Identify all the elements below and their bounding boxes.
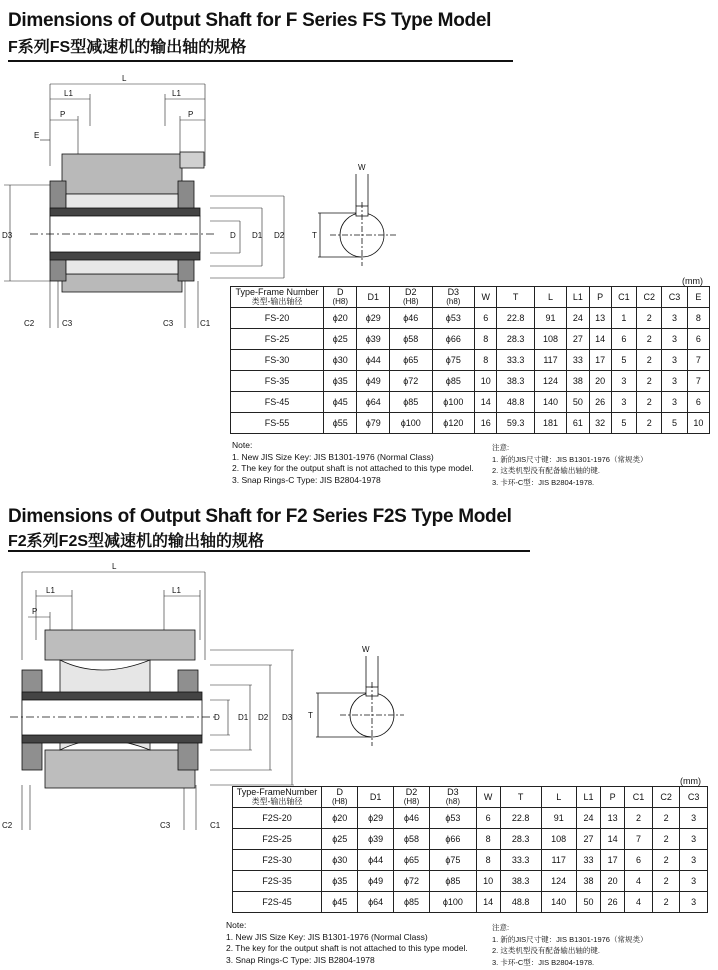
section1-notes-en: [232, 440, 474, 486]
note-line: 1. New JIS Size Key: JIS B1301-1976 (Normal Class): [226, 931, 428, 942]
table-cell: 10: [687, 413, 709, 434]
column-header: T: [497, 287, 534, 308]
table-cell: 22.8: [497, 308, 534, 329]
table-cell: 22.8: [500, 808, 541, 829]
table-cell: 2: [652, 892, 680, 913]
table-cell: 2: [637, 371, 662, 392]
table-cell: 124: [541, 871, 576, 892]
table-cell: 13: [589, 308, 611, 329]
row-model-cell: FS-45: [231, 392, 324, 413]
table-cell: ϕ75: [432, 350, 475, 371]
table-cell: 1: [611, 308, 636, 329]
dim-label-D: D: [230, 231, 236, 240]
dim-label-C1: C1: [200, 319, 211, 328]
table-cell: 3: [662, 350, 687, 371]
table-cell: 2: [652, 808, 680, 829]
note-line: 2. 这类机型没有配备输出轴的键.: [492, 946, 600, 955]
table-cell: 17: [601, 850, 625, 871]
table-cell: 5: [611, 413, 636, 434]
section2-title-rule: [8, 550, 530, 552]
table-cell: ϕ65: [389, 350, 432, 371]
note-line: 1. 新的JIS尺寸键：JIS B1301-1976（常规类）: [492, 934, 648, 944]
table-cell: ϕ85: [389, 392, 432, 413]
table-cell: 8: [475, 350, 497, 371]
table-cell: 38.3: [497, 371, 534, 392]
table-row: [233, 871, 708, 892]
table-cell: 2: [637, 350, 662, 371]
table-cell: ϕ30: [322, 850, 358, 871]
table-cell: ϕ20: [322, 808, 358, 829]
table-cell: 6: [611, 329, 636, 350]
row-model-cell: F2S-30: [233, 850, 322, 871]
note-line: 注意:: [492, 923, 510, 932]
section2-title-en: Dimensions of Output Shaft for F2 Series F2S Type Model: [8, 506, 512, 527]
note-line: 3. Snap Rings-C Type: JIS B2804-1978: [226, 954, 375, 965]
row-model-cell: F2S-20: [233, 808, 322, 829]
column-header: D3 (h8): [432, 287, 475, 308]
table-cell: ϕ49: [358, 871, 393, 892]
note-line: Note:: [226, 920, 247, 930]
table-cell: 2: [637, 413, 662, 434]
note-line: Note:: [232, 440, 253, 450]
table-cell: 91: [534, 308, 566, 329]
dim-label-D1: D1: [252, 231, 263, 240]
table-cell: 124: [534, 371, 566, 392]
table-cell: 8: [476, 829, 500, 850]
column-header: L: [534, 287, 566, 308]
table-cell: ϕ64: [357, 392, 389, 413]
table-cell: 6: [687, 392, 709, 413]
table-row: [233, 808, 708, 829]
table-cell: ϕ58: [389, 329, 432, 350]
table-cell: 8: [476, 850, 500, 871]
table-cell: 20: [601, 871, 625, 892]
dim-label-D: D: [214, 713, 220, 722]
dim-label-C3: C3: [160, 821, 171, 830]
table-cell: 14: [476, 892, 500, 913]
dim-label-P-left: P: [60, 110, 66, 119]
column-header: T: [500, 787, 541, 808]
dim-label-C3-right: C3: [163, 319, 174, 328]
table-cell: ϕ45: [324, 392, 357, 413]
table-cell: 4: [625, 871, 653, 892]
table-cell: 3: [680, 892, 708, 913]
section1-unit: (mm): [682, 276, 703, 286]
table-cell: ϕ39: [358, 829, 393, 850]
table-row: [233, 829, 708, 850]
table-cell: 48.8: [500, 892, 541, 913]
table-cell: ϕ100: [432, 392, 475, 413]
table-cell: 14: [601, 829, 625, 850]
column-header: D2 (H8): [393, 787, 429, 808]
table-cell: 24: [576, 808, 600, 829]
note-line: 2. 这类机型没有配备输出轴的键.: [492, 466, 600, 475]
row-model-cell: F2S-45: [233, 892, 322, 913]
table-cell: 50: [576, 892, 600, 913]
table-cell: ϕ100: [389, 413, 432, 434]
dim-label-C1: C1: [210, 821, 221, 830]
dim-label-D3: D3: [2, 231, 13, 240]
table-cell: 3: [611, 371, 636, 392]
table-cell: 3: [680, 829, 708, 850]
dim-label-D1: D1: [238, 713, 249, 722]
table-cell: 32: [589, 413, 611, 434]
table-row: [231, 371, 710, 392]
table-cell: 10: [475, 371, 497, 392]
table-cell: 140: [534, 392, 566, 413]
table-cell: 3: [680, 808, 708, 829]
column-header: L1: [576, 787, 600, 808]
table-cell: 117: [534, 350, 566, 371]
table-cell: 24: [567, 308, 589, 329]
table-cell: 2: [637, 329, 662, 350]
table-cell: ϕ66: [430, 829, 476, 850]
table-cell: 6: [687, 329, 709, 350]
table-cell: ϕ53: [432, 308, 475, 329]
column-header: Type-Frame Number 类型-输出轴径: [231, 287, 324, 308]
table-cell: ϕ46: [393, 808, 429, 829]
table-cell: ϕ72: [389, 371, 432, 392]
column-header: E: [687, 287, 709, 308]
table-row: [233, 892, 708, 913]
dim-label-L1-right: L1: [172, 89, 181, 98]
table-cell: ϕ20: [324, 308, 357, 329]
table-cell: 3: [611, 392, 636, 413]
table-cell: 8: [475, 329, 497, 350]
table-cell: ϕ79: [357, 413, 389, 434]
column-header: W: [475, 287, 497, 308]
table-cell: 2: [652, 871, 680, 892]
column-header: D1: [357, 287, 389, 308]
column-header: D (H8): [324, 287, 357, 308]
table-cell: 3: [662, 371, 687, 392]
table-cell: 27: [567, 329, 589, 350]
note-line: 注意:: [492, 443, 510, 452]
table-cell: 33.3: [500, 850, 541, 871]
table-cell: 2: [637, 392, 662, 413]
column-header: L: [541, 787, 576, 808]
section1-title-rule: [8, 60, 513, 62]
table-cell: ϕ58: [393, 829, 429, 850]
table-cell: ϕ85: [393, 892, 429, 913]
column-header: C1: [611, 287, 636, 308]
table-header-row: [233, 787, 708, 808]
column-header: P: [601, 787, 625, 808]
table-cell: 33.3: [497, 350, 534, 371]
section2-title-cn: F2系列F2S型减速机的输出轴的规格: [8, 533, 265, 550]
table-cell: 7: [687, 350, 709, 371]
table-cell: 16: [475, 413, 497, 434]
table-cell: 3: [680, 871, 708, 892]
table-cell: 7: [625, 829, 653, 850]
note-line: 3. Snap Rings-C Type: JIS B2804-1978: [232, 474, 381, 485]
table-cell: 38.3: [500, 871, 541, 892]
table-cell: ϕ53: [430, 808, 476, 829]
table-cell: ϕ72: [393, 871, 429, 892]
table-row: [231, 329, 710, 350]
note-line: 2. The key for the output shaft is not attached to this type model.: [226, 943, 468, 953]
section2-unit: (mm): [680, 776, 701, 786]
table-cell: 59.3: [497, 413, 534, 434]
table-cell: 28.3: [500, 829, 541, 850]
section2-spec-table: [232, 786, 708, 913]
column-header: W: [476, 787, 500, 808]
table-cell: 26: [601, 892, 625, 913]
table-cell: 5: [662, 413, 687, 434]
table-cell: 2: [652, 850, 680, 871]
column-header: C2: [637, 287, 662, 308]
table-cell: ϕ35: [324, 371, 357, 392]
dim-label-C2: C2: [24, 319, 35, 328]
table-row: [231, 350, 710, 371]
dim-label-L: L: [112, 562, 117, 571]
dim-label-L1-left: L1: [46, 586, 55, 595]
table-cell: ϕ45: [322, 892, 358, 913]
dim-label-L: L: [122, 74, 127, 83]
note-line: 1. 新的JIS尺寸键：JIS B1301-1976（常规类）: [492, 454, 648, 464]
note-line: 3. 卡环-C型：JIS B2804-1978.: [492, 957, 595, 967]
section1-spec-table: [230, 286, 710, 434]
table-cell: 33: [567, 350, 589, 371]
column-header: D (H8): [322, 787, 358, 808]
dim-label-L1-left: L1: [64, 89, 73, 98]
column-header: C3: [662, 287, 687, 308]
table-row: [231, 392, 710, 413]
table-cell: ϕ66: [432, 329, 475, 350]
row-model-cell: FS-35: [231, 371, 324, 392]
table-cell: 5: [611, 350, 636, 371]
column-header: C1: [625, 787, 653, 808]
table-cell: ϕ55: [324, 413, 357, 434]
table-cell: ϕ39: [357, 329, 389, 350]
dim-label-P: P: [32, 607, 38, 616]
table-cell: 108: [534, 329, 566, 350]
table-cell: ϕ120: [432, 413, 475, 434]
table-row: [231, 308, 710, 329]
table-cell: ϕ65: [393, 850, 429, 871]
table-cell: 48.8: [497, 392, 534, 413]
table-cell: ϕ29: [357, 308, 389, 329]
section1-title-en: Dimensions of Output Shaft for F Series FS Type Model: [8, 10, 492, 31]
table-cell: 3: [662, 329, 687, 350]
section2-notes-en: [226, 920, 468, 966]
section1-notes-cn: [492, 442, 647, 488]
table-cell: 6: [625, 850, 653, 871]
table-cell: 91: [541, 808, 576, 829]
table-cell: 108: [541, 829, 576, 850]
table-cell: ϕ75: [430, 850, 476, 871]
dim-label-D3: D3: [282, 713, 293, 722]
column-header: D2 (H8): [389, 287, 432, 308]
table-cell: 13: [601, 808, 625, 829]
column-header: C3: [680, 787, 708, 808]
dim-label-W: W: [362, 645, 370, 654]
table-cell: 2: [625, 808, 653, 829]
table-cell: 28.3: [497, 329, 534, 350]
section1-title-cn: F系列FS型减速机的输出轴的规格: [8, 39, 247, 56]
dim-label-P-right: P: [188, 110, 194, 119]
table-cell: ϕ64: [358, 892, 393, 913]
table-cell: 140: [541, 892, 576, 913]
dim-label-E: E: [34, 131, 40, 140]
column-header: P: [589, 287, 611, 308]
table-cell: 7: [687, 371, 709, 392]
table-cell: 61: [567, 413, 589, 434]
row-model-cell: FS-55: [231, 413, 324, 434]
table-cell: ϕ29: [358, 808, 393, 829]
table-cell: ϕ25: [322, 829, 358, 850]
table-cell: 14: [589, 329, 611, 350]
column-header: C2: [652, 787, 680, 808]
table-cell: 3: [662, 308, 687, 329]
table-cell: 50: [567, 392, 589, 413]
table-cell: ϕ85: [432, 371, 475, 392]
table-cell: 3: [680, 850, 708, 871]
table-cell: ϕ44: [358, 850, 393, 871]
table-cell: ϕ35: [322, 871, 358, 892]
dim-label-C3-left: C3: [62, 319, 73, 328]
table-cell: ϕ49: [357, 371, 389, 392]
dim-label-W: W: [358, 163, 366, 172]
table-cell: 27: [576, 829, 600, 850]
column-header: D3 (h8): [430, 787, 476, 808]
table-cell: 14: [475, 392, 497, 413]
dim-label-T: T: [312, 231, 317, 240]
note-line: 2. The key for the output shaft is not attached to this type model.: [232, 463, 474, 473]
row-model-cell: F2S-25: [233, 829, 322, 850]
row-model-cell: FS-30: [231, 350, 324, 371]
column-header: D1: [358, 787, 393, 808]
table-cell: ϕ30: [324, 350, 357, 371]
table-cell: ϕ100: [430, 892, 476, 913]
row-model-cell: FS-25: [231, 329, 324, 350]
table-cell: 6: [475, 308, 497, 329]
dim-label-T: T: [308, 711, 313, 720]
note-line: 1. New JIS Size Key: JIS B1301-1976 (Normal Class): [232, 451, 434, 462]
table-cell: 38: [576, 871, 600, 892]
table-cell: 33: [576, 850, 600, 871]
table-cell: 20: [589, 371, 611, 392]
dim-label-D2: D2: [258, 713, 269, 722]
table-cell: 2: [637, 308, 662, 329]
table-cell: ϕ85: [430, 871, 476, 892]
note-line: 3. 卡环-C型：JIS B2804-1978.: [492, 477, 595, 487]
row-model-cell: F2S-35: [233, 871, 322, 892]
dim-label-D2: D2: [274, 231, 285, 240]
section2-notes-cn: [492, 922, 647, 968]
column-header: Type-FrameNumber 类型-输出轴径: [233, 787, 322, 808]
table-cell: 8: [687, 308, 709, 329]
table-cell: 38: [567, 371, 589, 392]
table-cell: 10: [476, 871, 500, 892]
table-cell: 117: [541, 850, 576, 871]
table-cell: 6: [476, 808, 500, 829]
table-cell: 2: [652, 829, 680, 850]
column-header: L1: [567, 287, 589, 308]
table-row: [233, 850, 708, 871]
row-model-cell: FS-20: [231, 308, 324, 329]
table-cell: 4: [625, 892, 653, 913]
table-cell: ϕ44: [357, 350, 389, 371]
table-cell: 26: [589, 392, 611, 413]
table-cell: ϕ46: [389, 308, 432, 329]
table-header-row: [231, 287, 710, 308]
dim-label-C2: C2: [2, 821, 13, 830]
table-cell: 17: [589, 350, 611, 371]
table-cell: 181: [534, 413, 566, 434]
table-cell: ϕ25: [324, 329, 357, 350]
table-row: [231, 413, 710, 434]
dim-label-L1-right: L1: [172, 586, 181, 595]
table-cell: 3: [662, 392, 687, 413]
